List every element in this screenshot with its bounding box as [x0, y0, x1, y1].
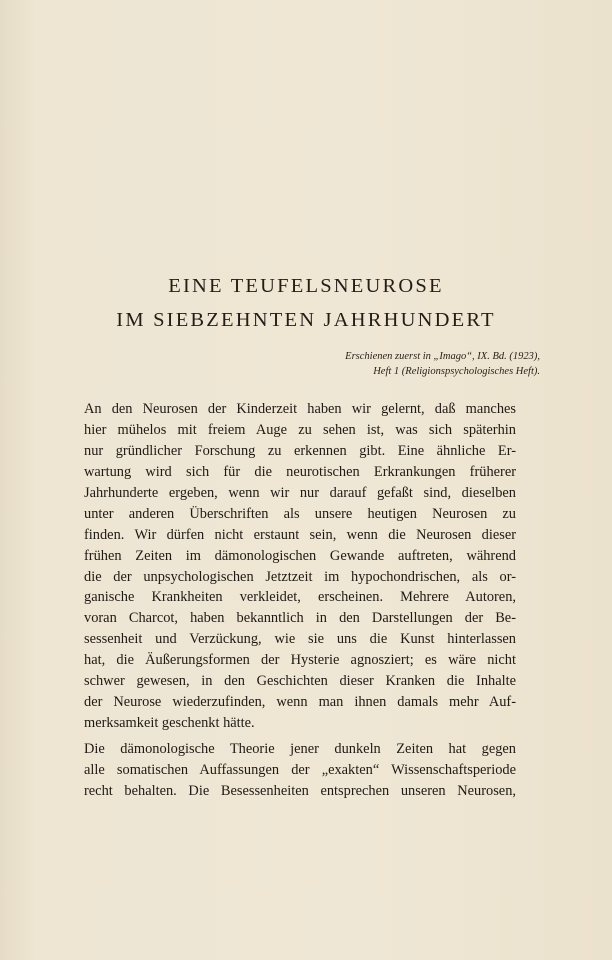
text-line: sessenheit und Verzückung, wie sie uns die Kunst hinterlassen [84, 631, 516, 648]
text-line: hat, die Äußerungsformen der Hysterie agnosziert; es wäre nicht [84, 652, 516, 669]
source-note-line-2: Heft 1 (Religionspsychologisches Heft). [373, 366, 540, 377]
text-line: nur gründlicher Forschung zu erkennen gibt. Eine ähnliche Er- [84, 442, 516, 459]
chapter-title-line-1: EINE TEUFELSNEUROSE [168, 275, 444, 297]
text-line: voran Charcot, haben bekanntlich in den Darstellungen der Be- [84, 610, 516, 627]
source-note-line-1: Erschienen zuerst in „Imago“, IX. Bd. (1923), [345, 351, 540, 362]
text-line: recht behalten. Die Besessenheiten entsprechen unseren Neurosen, [84, 782, 516, 799]
chapter-title-line-2: IM SIEBZEHNTEN JAHRHUNDERT [116, 309, 496, 331]
text-line: merksamkeit geschenkt hätte. [84, 715, 255, 732]
text-line: wartung wird sich für die neurotischen Erkrankungen früherer [84, 463, 516, 480]
text-line: Jahrhunderte ergeben, wenn wir nur darauf gefaßt sind, dieselben [84, 484, 516, 501]
text-line: die der unpsychologischen Jetztzeit im hypochondrischen, als or- [84, 568, 516, 585]
paragraph-2 [84, 739, 516, 802]
text-line: der Neurose wiederzufinden, wenn man ihnen damals mehr Auf- [84, 694, 516, 711]
text-line: hier mühelos mit freiem Auge zu sehen ist, was sich späterhin [84, 421, 516, 438]
text-line: schwer gewesen, in den Geschichten dieser Kranken die Inhalte [84, 673, 516, 690]
text-line: frühen Zeiten im dämonologischen Gewande auftreten, während [84, 547, 516, 564]
text-line: ganische Krankheiten verkleidet, erscheinen. Mehrere Autoren, [84, 589, 516, 606]
text-line: unter anderen Überschriften als unsere heutigen Neurosen zu [84, 505, 516, 522]
text-line: Die dämonologische Theorie jener dunkeln Zeiten hat gegen [84, 741, 516, 757]
text-line: finden. Wir dürfen nicht erstaunt sein, wenn die Neurosen dieser [84, 526, 516, 543]
body-text [84, 399, 516, 802]
text-line: An den Neurosen der Kinderzeit haben wir gelernt, daß manches [84, 401, 516, 417]
text-line: alle somatischen Auffassungen der „exakten“ Wissenschaftsperiode [84, 761, 516, 778]
paragraph-1 [84, 399, 516, 734]
